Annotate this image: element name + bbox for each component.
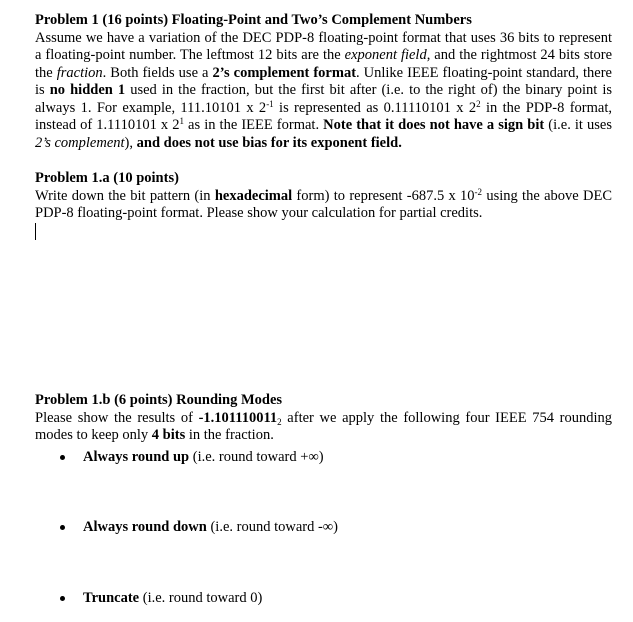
text-run: in the PDP-8 format, instead of 1.1110101 x 2 xyxy=(35,99,612,133)
text-run: . Both fields use a xyxy=(102,64,213,81)
note-no-sign-bit: Note that it does not have a sign bit xyxy=(323,117,545,133)
no-hidden-1-term: no hidden 1 xyxy=(49,82,126,98)
problem-1-heading: Problem 1 (16 points) Floating-Point and Two’s Complement Numbers xyxy=(35,12,472,28)
bullet-icon xyxy=(60,596,65,601)
mode-name: Always round up xyxy=(83,449,190,465)
exponent-field-term: exponent field xyxy=(344,47,427,63)
text-run: . Unlike IEEE floating-point standard, there is xyxy=(35,64,612,98)
problem-1b-heading: Problem 1.b (6 points) Rounding Modes xyxy=(35,392,283,408)
text-run: is represented as 0.11110101 x 2 xyxy=(273,99,477,116)
problem-1a-section xyxy=(35,170,612,223)
text-run: Assume we have a variation of the DEC PDP-8 floating-point format that uses 36 bits to represent a floating-point number. The leftmost 12 bits are the xyxy=(35,29,612,63)
rounding-mode-text xyxy=(83,519,338,535)
text-run: as in the IEEE format. xyxy=(183,117,324,133)
rounding-mode-text xyxy=(83,449,324,465)
bullet-icon xyxy=(60,455,65,460)
text-run: in the fraction. xyxy=(185,427,274,443)
problem-1-section xyxy=(35,12,612,152)
bullet-icon xyxy=(60,525,65,530)
exponent-superscript: 1 xyxy=(179,116,184,126)
rounding-mode-text xyxy=(83,590,262,606)
exponent-superscript: -2 xyxy=(474,186,483,197)
text-run: using the above DEC PDP-8 floating-point format. Please show your calculation for partial credits. xyxy=(35,187,612,221)
problem-1a-question[interactable] xyxy=(35,188,612,223)
twos-complement-format-term: 2’s complement format xyxy=(212,64,357,81)
bit-count-term: 4 bits xyxy=(151,427,186,443)
exponent-superscript: -1 xyxy=(266,98,274,109)
mode-description: (i.e. round toward -∞) xyxy=(206,519,338,535)
list-item xyxy=(60,519,338,536)
text-run: (i.e. it uses xyxy=(544,117,612,133)
problem-1-description xyxy=(35,30,612,153)
binary-value: -1.101110011 xyxy=(198,409,278,426)
text-run: Write down the bit pattern (in xyxy=(35,187,215,204)
list-item xyxy=(60,590,263,607)
mode-name: Truncate xyxy=(83,590,140,606)
text-run: form) to represent -687.5 x 10 xyxy=(292,187,475,204)
note-no-bias: and does not use bias for its exponent field. xyxy=(136,134,402,151)
text-run: Please show the results of xyxy=(35,409,199,426)
text-run: used in the fraction, but the first bit after (i.e. to the right of) the binary point is always 1. For example, 111.10101 x 2 xyxy=(35,82,612,116)
fraction-term: fraction xyxy=(56,64,103,81)
list-item xyxy=(60,449,324,466)
base-subscript: 2 xyxy=(277,416,282,427)
problem-1b-section xyxy=(35,392,612,445)
mode-name: Always round down xyxy=(83,519,207,535)
text-run: ), xyxy=(124,134,137,151)
problem-1b-question xyxy=(35,410,612,445)
text-run: , and the rightmost 24 bits store the xyxy=(35,47,612,81)
problem-1a-heading: Problem 1.a (10 points) xyxy=(35,170,179,186)
text-run: after we apply the following four IEEE 754 rounding modes to keep only xyxy=(35,409,612,443)
twos-complement-italic-term: 2’s complement xyxy=(35,134,125,151)
exponent-superscript: 2 xyxy=(476,98,481,109)
hexadecimal-term: hexadecimal xyxy=(214,187,293,204)
mode-description: (i.e. round toward +∞) xyxy=(189,449,324,465)
mode-description: (i.e. round toward 0) xyxy=(139,590,263,606)
text-cursor[interactable] xyxy=(35,223,36,240)
